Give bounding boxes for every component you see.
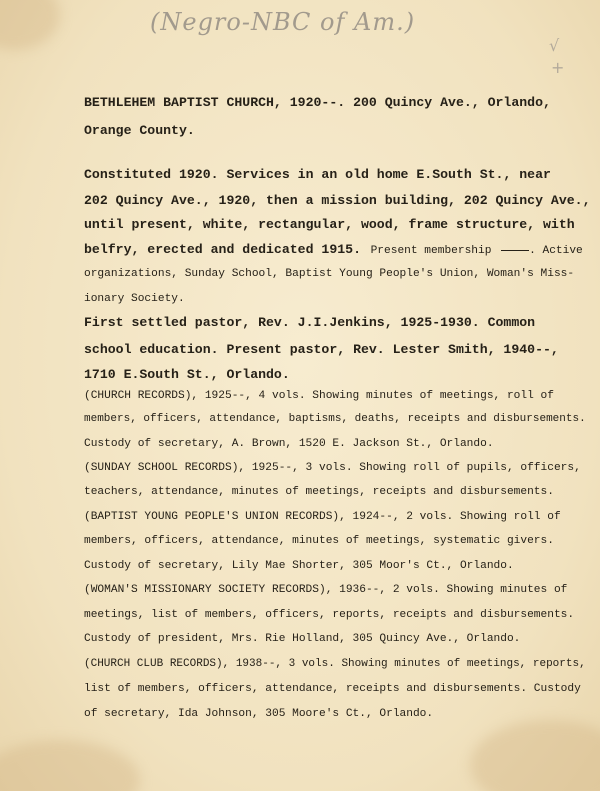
history-line-1: Constituted 1920. Services in an old home E.South St., near [84,167,551,182]
history-line-4: belfry, erected and dedicated 1915. [84,242,361,257]
records-line: (BAPTIST YOUNG PEOPLE'S UNION RECORDS), 1924--, 2 vols. Showing roll of [84,511,561,523]
paper-stain [470,720,600,791]
records-line: Custody of president, Mrs. Rie Holland, 305 Quincy Ave., Orlando. [84,633,521,645]
check-mark-icon: √ [549,36,560,55]
records-line: list of members, officers, attendance, receipts and disbursements. Custody [84,683,581,695]
membership-blank [501,250,529,251]
records-line: members, officers, attendance, baptisms, deaths, receipts and disbursements. [84,413,586,425]
records-line: Custody of secretary, Lily Mae Shorter, 305 Moor's Ct., Orlando. [84,560,514,572]
history-line-5: organizations, Sunday School, Baptist Young People's Union, Woman's Miss- [84,268,575,280]
cross-mark-icon: + [551,58,565,77]
pastors-line-3: 1710 E.South St., Orlando. [84,367,290,382]
history-line-6: ionary Society. [84,293,185,305]
records-line: (SUNDAY SCHOOL RECORDS), 1925--, 3 vols. Showing roll of pupils, officers, [84,462,581,474]
records-line: (WOMAN'S MISSIONARY SOCIETY RECORDS), 1936--, 2 vols. Showing minutes of [84,584,568,596]
pastors-line-1: First settled pastor, Rev. J.I.Jenkins, 1925-1930. Common [84,315,536,330]
records-line: of secretary, Ida Johnson, 305 Moore's Ct., Orlando. [84,708,434,720]
header-line-2: Orange County. [84,123,195,138]
history-line-2: 202 Quincy Ave., 1920, then a mission building, 202 Quincy Ave., [84,193,591,208]
records-line: meetings, list of members, officers, reports, receipts and disbursements. [84,609,575,621]
paper-stain [0,0,60,50]
records-line: (CHURCH RECORDS), 1925--, 4 vols. Showing minutes of meetings, roll of [84,390,554,402]
membership-label: Present membership [370,245,492,257]
paper-stain [0,740,140,791]
records-line: members, officers, attendance, minutes of meetings, systematic givers. [84,535,554,547]
history-line-3: until present, white, rectangular, wood, frame structure, with [84,217,575,232]
records-line: teachers, attendance, minutes of meetings, receipts and disbursements. [84,486,554,498]
pastors-line-2: school education. Present pastor, Rev. Lester Smith, 1940--, [84,342,559,357]
records-line: (CHURCH CLUB RECORDS), 1938--, 3 vols. Showing minutes of meetings, reports, [84,658,586,670]
records-line: Custody of secretary, A. Brown, 1520 E. Jackson St., Orlando. [84,438,494,450]
history-line-4-row [84,241,583,257]
handwritten-note: (Negro-NBC of Am.) [150,8,416,36]
membership-suffix: . Active [529,245,583,257]
header-line-1: BETHLEHEM BAPTIST CHURCH, 1920--. 200 Quincy Ave., Orlando, [84,95,551,110]
